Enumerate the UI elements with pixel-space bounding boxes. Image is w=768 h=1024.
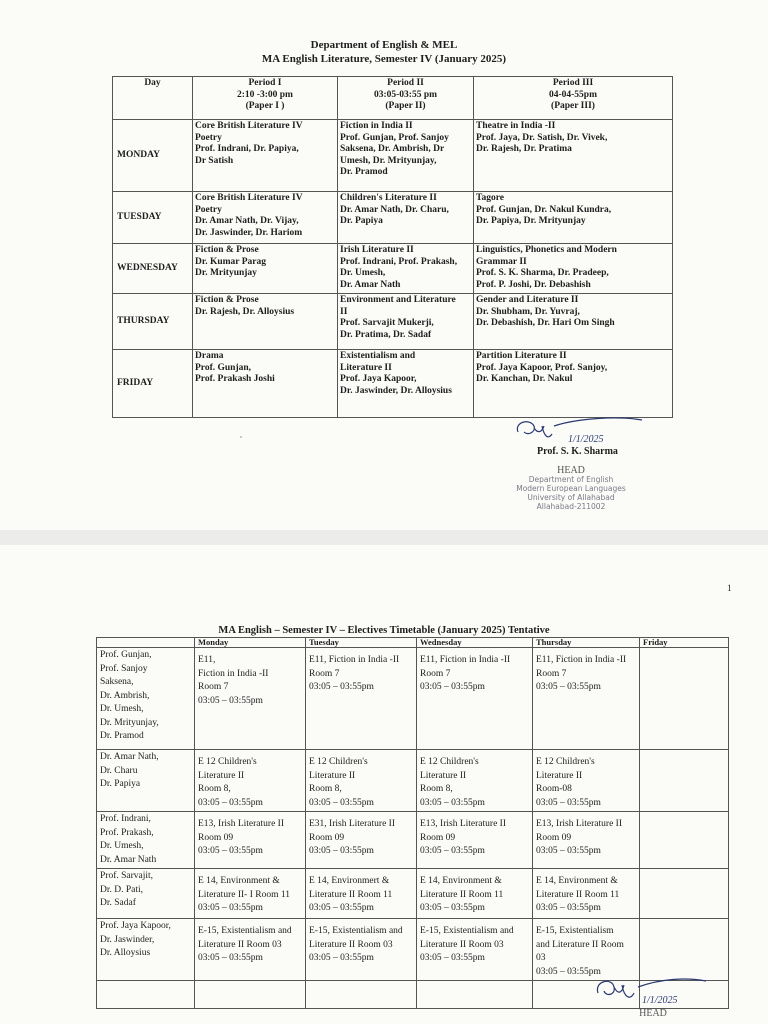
- faculty-line: Dr. Pramod: [100, 731, 144, 741]
- cell-line: Partition Literature II: [476, 351, 567, 361]
- cell-line: Dr. Mrityunjay: [195, 268, 257, 279]
- page-number: 1: [727, 583, 732, 593]
- cell-line: 03:05 – 03:55pm: [536, 966, 601, 977]
- elective-cell: [306, 750, 417, 812]
- cell-line: Dr. Rajesh, Dr. Pratima: [476, 144, 572, 155]
- timetable-title: MA English Literature, Semester IV (January 2025): [261, 53, 507, 65]
- elective-cell: [417, 812, 533, 869]
- cell-line: Prof. P. Joshi, Dr. Debashish: [476, 279, 591, 290]
- cell-line: Dr. Papiya, Dr. Mrityunjay: [476, 216, 586, 227]
- cell-line: Prof. Gunjan, Prof. Sanjoy: [340, 132, 449, 143]
- cell-line: Literature II: [198, 770, 245, 781]
- cell-line: Poetry: [195, 132, 222, 143]
- header-day: [113, 77, 193, 120]
- header-line: (Paper I ): [245, 101, 285, 112]
- electives-row: [97, 919, 729, 981]
- cell-line: Room 7: [198, 682, 229, 692]
- cell-line: 03:05 – 03:55pm: [420, 682, 485, 692]
- period-cell: [193, 192, 338, 244]
- elective-cell: [417, 750, 533, 812]
- cell-line: Literature II Room 03: [198, 939, 282, 950]
- header-line: Day: [144, 78, 161, 88]
- faculty-line: Prof. Jaya Kapoor,: [100, 921, 171, 931]
- cell-line: Prof. S. K. Sharma, Dr. Pradeep,: [476, 268, 609, 279]
- page-2: [0, 545, 768, 1024]
- faculty-line: Prof. Sanjoy: [100, 663, 148, 674]
- cell-line: Poetry: [195, 204, 222, 215]
- elective-cell: [195, 869, 306, 919]
- cell-line: Room-08: [536, 784, 572, 794]
- timetable-row: [113, 120, 673, 192]
- period-cell: [338, 294, 474, 350]
- cell-line: Saksena, Dr. Ambrish, Dr: [340, 144, 445, 155]
- elective-cell: [417, 648, 533, 750]
- header-line: 03:05-03:55 pm: [373, 89, 438, 100]
- cell-line: E 14, Environment &: [536, 876, 618, 886]
- elective-cell: [306, 869, 417, 919]
- electives-timetable: [96, 637, 729, 1009]
- cell-line: Prof. Prakash Joshi: [195, 374, 275, 385]
- period-cell: [193, 120, 338, 192]
- period-cell: [193, 350, 338, 418]
- cell-line: Dr. Jaswinder, Dr. Hariom: [195, 227, 303, 238]
- cell-line: 03:05 – 03:55pm: [309, 903, 374, 913]
- cell-line: E-15, Existentialism and: [420, 926, 514, 936]
- faculty-line: Prof. Sarvajit,: [100, 871, 154, 881]
- elective-cell: [640, 869, 729, 919]
- elective-cell: [640, 750, 729, 812]
- cell-line: Room 09: [420, 832, 456, 843]
- cell-line: 03: [536, 953, 546, 963]
- cell-line: E11, Fiction in India -II: [309, 655, 400, 665]
- day-cell: MONDAY: [113, 120, 193, 192]
- cell-line: Dr. Pratima, Dr. Sadaf: [340, 329, 432, 340]
- elective-cell: [640, 919, 729, 981]
- faculty-cell: [97, 869, 195, 919]
- cell-line: Dr. Amar Nath: [340, 279, 401, 290]
- cell-line: Fiction & Prose: [195, 245, 259, 255]
- cell-line: Prof. Indrani, Dr. Papiya,: [195, 144, 299, 155]
- cell-line: 03:05 – 03:55pm: [309, 682, 374, 692]
- timetable-row: [113, 350, 673, 418]
- signatory-name: Prof. S. K. Sharma: [537, 446, 618, 457]
- cell-line: Literature II Room 11: [536, 889, 620, 900]
- period-cell: [474, 350, 673, 418]
- cell-line: 03:05 – 03:55pm: [198, 953, 263, 963]
- header-tuesday: Tuesday: [306, 638, 417, 648]
- cell-line: 03:05 – 03:55pm: [536, 903, 601, 913]
- elective-cell: [417, 919, 533, 981]
- cell-line: Linguistics, Phonetics and Modern: [476, 245, 617, 255]
- period-cell: [474, 244, 673, 294]
- cell-line: 03:05 – 03:55pm: [420, 846, 485, 856]
- cell-line: Dr. Kumar Parag: [195, 256, 266, 267]
- cell-line: E-15, Existentialism and: [198, 926, 292, 936]
- cell-line: Dr. Amar Nath, Dr. Vijay,: [195, 216, 299, 227]
- header-line: Period II: [387, 78, 424, 88]
- header-wednesday: Wednesday: [417, 638, 533, 648]
- semester-timetable: [112, 76, 673, 418]
- cell-line: Room 09: [309, 832, 345, 843]
- stamp-head: HEAD: [639, 1008, 667, 1019]
- cell-line: Children's Literature II: [340, 193, 437, 203]
- faculty-cell: [97, 981, 195, 1009]
- cell-line: Umesh, Dr. Mrityunjay,: [340, 155, 437, 166]
- elective-cell: [195, 750, 306, 812]
- header-period-2: [338, 77, 474, 120]
- faculty-cell: [97, 812, 195, 869]
- timetable-header-row: [113, 77, 673, 120]
- cell-line: E 14, Environmert &: [309, 876, 390, 886]
- period-cell: [338, 350, 474, 418]
- period-cell: [338, 120, 474, 192]
- cell-line: Prof. Indrani, Prof. Prakash,: [340, 256, 458, 267]
- header-monday: Monday: [195, 638, 306, 648]
- faculty-cell: [97, 919, 195, 981]
- header-friday: Friday: [640, 638, 729, 648]
- cell-line: Fiction & Prose: [195, 295, 259, 305]
- cell-line: Grammar II: [476, 256, 527, 267]
- cell-line: E 12 Children's: [536, 757, 595, 767]
- header-period-1: [193, 77, 338, 120]
- cell-line: Literature II: [420, 770, 467, 781]
- cell-line: Dr. Amar Nath, Dr. Charu,: [340, 204, 449, 215]
- header-line: (Paper II): [385, 101, 426, 112]
- elective-cell: [417, 869, 533, 919]
- faculty-line: Dr. Charu: [100, 765, 138, 776]
- svg-text:1/1/2025: 1/1/2025: [568, 434, 604, 445]
- cell-line: 03:05 – 03:55pm: [309, 846, 374, 856]
- cell-line: 03:05 – 03:55pm: [198, 846, 263, 856]
- cell-line: Prof. Sarvajit Mukerji,: [340, 318, 434, 329]
- header-line: 2:10 -3:00 pm: [237, 89, 293, 100]
- cell-line: Dr. Kanchan, Dr. Nakul: [476, 374, 573, 385]
- faculty-line: Dr. D. Pati,: [100, 884, 144, 895]
- cell-line: Dr. Papiya: [340, 216, 383, 227]
- elective-cell: [533, 648, 640, 750]
- day-cell: TUESDAY: [113, 192, 193, 244]
- cell-line: E13, Irish Literature II: [536, 819, 622, 829]
- header-thursday: Thursday: [533, 638, 640, 648]
- cell-line: Dr Satish: [195, 155, 234, 166]
- header-line: Period III: [552, 78, 594, 88]
- cell-line: Theatre in India -II: [476, 121, 556, 131]
- official-stamp: [496, 466, 646, 511]
- cell-line: Literature II- I Room 11: [198, 889, 290, 900]
- faculty-line: Dr. Umesh,: [100, 704, 144, 714]
- cell-line: E31, Irish Literature II: [309, 819, 395, 829]
- faculty-line: Dr. Sadaf: [100, 898, 136, 908]
- cell-line: and Literature II Room: [536, 939, 624, 950]
- cell-line: 03:05 – 03:55pm: [198, 797, 263, 808]
- cell-line: Room 09: [536, 832, 572, 843]
- faculty-line: Prof. Prakash,: [100, 827, 154, 838]
- day-cell: THURSDAY: [113, 294, 193, 350]
- cell-line: E13, Irish Literature II: [198, 819, 284, 829]
- electives-row: [97, 869, 729, 919]
- cell-line: Prof. Jaya Kapoor,: [340, 374, 417, 385]
- cell-line: E13, Irish Literature II: [420, 819, 506, 829]
- cell-line: Irish Literature II: [340, 245, 414, 255]
- header-line: (Paper III): [551, 101, 595, 112]
- elective-cell: [195, 812, 306, 869]
- cell-line: Prof. Gunjan, Dr. Nakul Kundra,: [476, 204, 612, 215]
- faculty-cell: [97, 648, 195, 750]
- stamp-line: Allahabad-211002: [536, 502, 606, 511]
- cell-line: 03:05 – 03:55pm: [536, 846, 601, 856]
- elective-cell: [306, 812, 417, 869]
- cell-line: Room 8,: [420, 784, 453, 794]
- timetable-row: [113, 244, 673, 294]
- cell-line: E11, Fiction in India -II: [536, 655, 627, 665]
- elective-cell: [640, 812, 729, 869]
- cell-line: 03:05 – 03:55pm: [420, 797, 485, 808]
- day-cell: FRIDAY: [113, 350, 193, 418]
- electives-title: MA English – Semester IV – Electives Timetable (January 2025) Tentative: [218, 625, 550, 636]
- day-cell: WEDNESDAY: [113, 244, 193, 294]
- elective-cell: [306, 981, 417, 1009]
- faculty-line: Prof. Indrani,: [100, 814, 151, 824]
- timetable-row: [113, 294, 673, 350]
- stamp-line: Modern European Languages: [516, 484, 626, 493]
- page-gap: [0, 530, 768, 545]
- elective-cell: [533, 869, 640, 919]
- faculty-line: Dr. Papiya: [100, 779, 141, 789]
- period-cell: [474, 120, 673, 192]
- cell-line: Fiction in India II: [340, 121, 413, 131]
- period-cell: [338, 192, 474, 244]
- cell-line: Prof. Jaya, Dr. Satish, Dr. Vivek,: [476, 132, 608, 143]
- faculty-line: Dr. Jaswinder,: [100, 934, 155, 945]
- cell-line: E 12 Children's: [198, 757, 257, 767]
- electives-row: [97, 812, 729, 869]
- timetable-row: [113, 192, 673, 244]
- period-cell: [193, 294, 338, 350]
- period-cell: [474, 294, 673, 350]
- cell-line: 03:05 – 03:55pm: [536, 682, 601, 692]
- cell-line: Dr. Umesh,: [340, 268, 386, 279]
- cell-line: Room 8,: [198, 784, 231, 794]
- electives-row: [97, 648, 729, 750]
- cell-line: Dr. Shubham, Dr. Yuvraj,: [476, 306, 580, 317]
- elective-cell: [533, 919, 640, 981]
- elective-cell: [195, 648, 306, 750]
- cell-line: E-15, Existentialism: [536, 926, 614, 936]
- faculty-line: Dr. Amar Nath,: [100, 752, 159, 762]
- cell-line: Prof. Jaya Kapoor, Prof. Sanjoy,: [476, 362, 608, 373]
- cell-line: Existentialism and: [340, 351, 416, 361]
- cell-line: Room 8,: [309, 784, 342, 794]
- stamp-line: Department of English: [528, 475, 614, 484]
- elective-cell: [533, 750, 640, 812]
- elective-cell: [417, 981, 533, 1009]
- cell-line: Dr. Rajesh, Dr. Alloysius: [195, 306, 295, 317]
- cell-line: II: [340, 306, 348, 317]
- cell-line: Room 7: [420, 668, 451, 679]
- cell-line: Room 7: [536, 668, 567, 679]
- cell-line: Literature II Room 11: [420, 889, 504, 900]
- cell-line: Literature II: [309, 770, 356, 781]
- cell-line: Drama: [195, 351, 224, 361]
- faculty-line: Saksena,: [100, 677, 134, 687]
- cell-line: E 12 Children's: [309, 757, 368, 767]
- cell-line: 03:05 – 03:55pm: [536, 797, 601, 808]
- cell-line: 03:05 – 03:55pm: [198, 903, 263, 913]
- elective-cell: [306, 919, 417, 981]
- cell-line: Gender and Literature II: [476, 295, 579, 305]
- cell-line: Literature II Room 03: [309, 939, 393, 950]
- elective-cell: [195, 981, 306, 1009]
- elective-cell: [640, 648, 729, 750]
- signature-mark-2: [590, 973, 710, 1013]
- cell-line: 03:05 – 03:55pm: [198, 695, 263, 706]
- cell-line: E-15, Existentialism and: [309, 926, 403, 936]
- faculty-line: Dr. Amar Nath: [100, 854, 157, 865]
- cell-line: Literature II: [536, 770, 583, 781]
- faculty-cell: [97, 750, 195, 812]
- faculty-line: Dr. Alloysius: [100, 948, 151, 958]
- cell-line: Environment and Literature: [340, 295, 456, 305]
- speck: [240, 436, 242, 438]
- cell-line: E 14, Environment &: [420, 876, 502, 886]
- cell-line: E11, Fiction in India -II: [420, 655, 511, 665]
- cell-line: Dr. Debashish, Dr. Hari Om Singh: [476, 318, 615, 329]
- cell-line: E 14, Environment &: [198, 876, 280, 886]
- cell-line: Core British Literature IV: [195, 121, 303, 131]
- cell-line: 03:05 – 03:55pm: [309, 797, 374, 808]
- header-line: Period I: [248, 78, 282, 88]
- cell-line: E 12 Children's: [420, 757, 479, 767]
- cell-line: 03:05 – 03:55pm: [420, 903, 485, 913]
- cell-line: Literature II Room 03: [420, 939, 504, 950]
- header-line: 04-04-55pm: [548, 89, 598, 100]
- cell-line: Literature II Room 11: [309, 889, 393, 900]
- cell-line: Tagore: [476, 193, 504, 203]
- cell-line: Room 09: [198, 832, 234, 843]
- cell-line: E11,: [198, 655, 216, 665]
- elective-cell: [533, 812, 640, 869]
- department-title: Department of English & MEL: [310, 39, 458, 51]
- header-period-3: [474, 77, 673, 120]
- faculty-line: Dr. Mrityunjay,: [100, 717, 159, 728]
- electives-header-row: [97, 638, 729, 648]
- cell-line: Room 7: [309, 668, 340, 679]
- cell-line: Dr. Pramod: [340, 167, 388, 178]
- period-cell: [474, 192, 673, 244]
- cell-line: Core British Literature IV: [195, 193, 303, 203]
- faculty-line: Dr. Ambrish,: [100, 690, 150, 701]
- elective-cell: [195, 919, 306, 981]
- faculty-line: Dr. Umesh,: [100, 841, 144, 851]
- cell-line: 03:05 – 03:55pm: [420, 953, 485, 963]
- cell-line: Prof. Gunjan,: [195, 362, 252, 373]
- cell-line: Literature II: [340, 362, 392, 373]
- header-faculty: [97, 638, 195, 648]
- elective-cell: [306, 648, 417, 750]
- official-stamp-2: [628, 1009, 678, 1018]
- stamp-head: HEAD: [557, 465, 585, 476]
- cell-line: 03:05 – 03:55pm: [309, 953, 374, 963]
- faculty-line: Prof. Gunjan,: [100, 650, 152, 660]
- period-cell: [193, 244, 338, 294]
- cell-line: Fiction in India -II: [198, 668, 269, 679]
- svg-text:1/1/2025: 1/1/2025: [642, 995, 678, 1006]
- stamp-line: University of Allahabad: [527, 493, 615, 502]
- period-cell: [338, 244, 474, 294]
- cell-line: Dr. Jaswinder, Dr. Alloysius: [340, 385, 452, 396]
- signature-mark: [508, 414, 648, 448]
- electives-row: [97, 750, 729, 812]
